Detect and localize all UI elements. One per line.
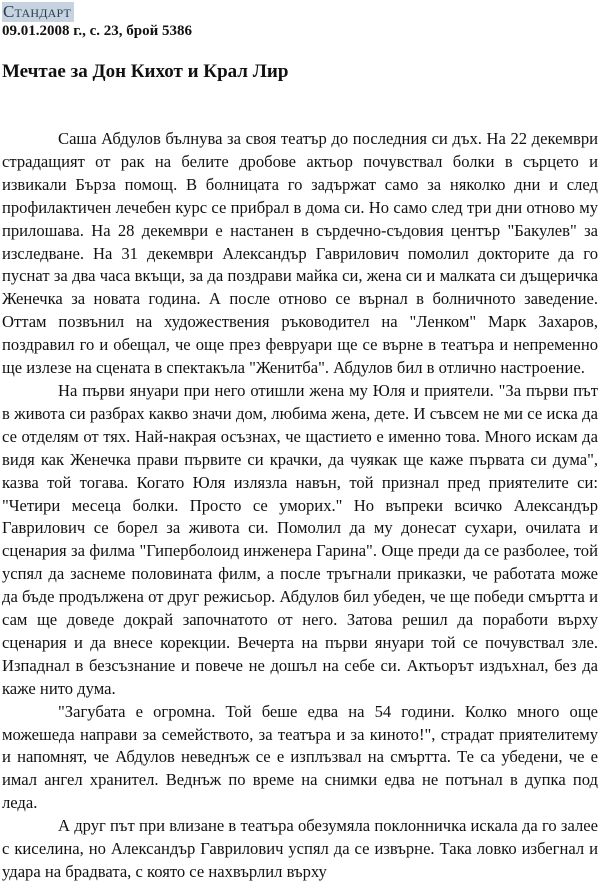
article-paragraph: "Загубата е огромна. Той беше едва на 54 години. Колко много още можешеда направи за семейството, за театъра и за киното!", страдат приятелитему и напомнят, че Абдулов неведнъж се е изплъзвал на смъртта. Те са убедени, че е имал ангел хранител. Веднъж по време на снимки едва не потънал в дупка под леда.	[2, 701, 598, 813]
article-paragraph: А друг път при влизане в театъра обезумяла поклонничка искала да го залее с киселина, но Александър Гаврилович успял да се извърне. Така ловко избегнал и удара на брадвата, с която се нахвърлил върху	[2, 816, 598, 881]
article-paragraph: На първи януари при него отишли жена му Юля и приятели. "За първи път в живота си разбрах какво значи дом, любима жена, дете. И съвсем не ми се иска да се отделям от тях. Най-накрая осъзнах, че щастието е именно това. Много искам да видя как Женечка прави първите си крачки, да чуякак ще каже първата си дума", казва той тогава. Когато Юля излязла навън, той признал пред приятелите си: "Четири месеца болки. Просто се уморих." Но въпреки всичко Александър Гаврилович се борел за живота си. Помолил да му донесат сухари, очилата и сценария за филма "Гиперболоид инженера Гарина". Още преди да се разболее, той успял да заснеме половината филм, а после тръгнали приказки, че работата може да бъде продължена от друг режисьор. Абдулов бил убеден, че ще победи смъртта и сам ще доведе докрай започнатото от него. Затова решил да поработи върху сценария и да внесе корекции. Вечерта на първи януари той се почувствал зле. Изпаднал в безсъзнание и повече не дошъл на себе си. Актьорът издъхнал, без да каже нито дума.	[2, 380, 598, 698]
article-paragraph: Саша Абдулов бълнува за своя театър до последния си дъх. На 22 декември страдащият от рак на белите дробове актьор почувствал болки в сърцето и извикали Бърза помощ. В болницата го задържат само за няколко дни и след профилактичен лечебен курс се прибрал в дома си. Но само след три дни отново му прилошава. На 28 декември е настанен в сърдечно-съдовия център "Бакулев" за изследване. На 31 декември Александър Гаврилович помолил докторите да го пуснат за два часа вкъщи, за да поздрави майка си, жена си и малката си дъщеричка Женечка за новата година. А после отново се върнал в болничното заведение. Оттам позвънил на художествения ръководител на "Ленком" Марк Захаров, поздравил го и обещал, че още през февруари ще се върне в театъра и непременно ще излезе на сцената в спектакъла "Женитба". Абдулов бил в отлично настроение.	[2, 129, 598, 378]
article-title: Мечтае за Дон Кихот и Крал Лир	[2, 61, 289, 82]
newspaper-source: Стандарт	[2, 2, 74, 22]
publication-meta: 09.01.2008 г., с. 23, брой 5386	[2, 23, 193, 39]
article-body	[2, 128, 598, 884]
